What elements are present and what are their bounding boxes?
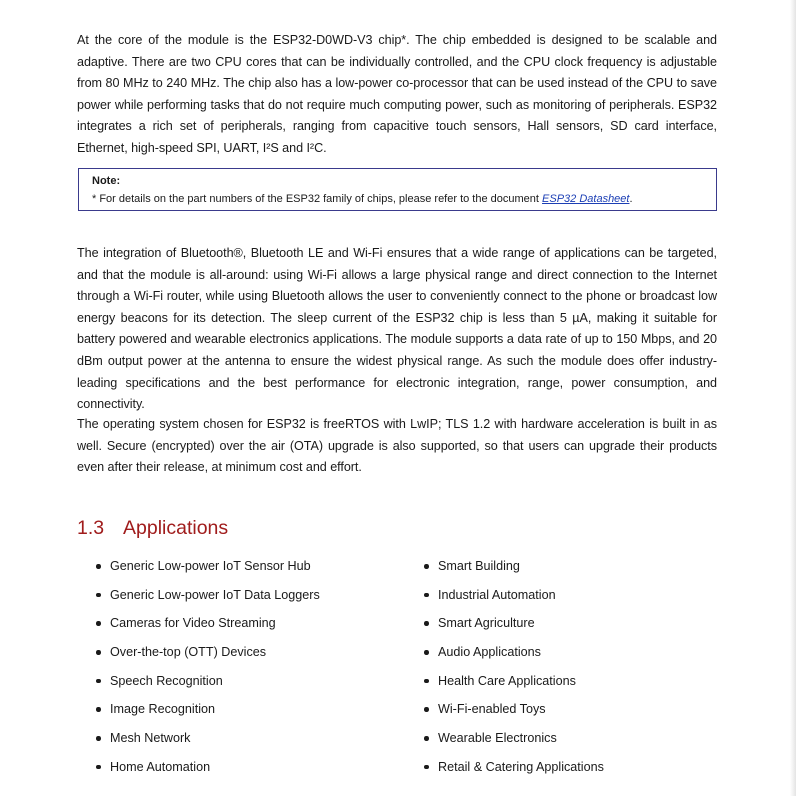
list-item-label: Speech Recognition: [110, 673, 223, 688]
applications-list-left: [96, 556, 320, 786]
applications-list-right: [424, 556, 604, 786]
bullet-icon: [96, 765, 101, 770]
os-paragraph: The operating system chosen for ESP32 is freeRTOS with LwIP; TLS 1.2 with hardware acceleration is built in as well. Secure (encrypted) over the air (OTA) upgrade is also supported, so that users can upgrade their products even after their release, at minimum cost and effort.: [77, 417, 717, 475]
bullet-icon: [424, 650, 429, 655]
list-item-label: Generic Low-power IoT Data Loggers: [110, 587, 320, 602]
bullet-icon: [96, 736, 101, 741]
list-item: [424, 585, 604, 614]
list-item: [96, 642, 320, 671]
bullet-icon: [96, 564, 101, 569]
list-item-label: Industrial Automation: [438, 587, 556, 602]
intro-paragraph: At the core of the module is the ESP32-D0WD-V3 chip*. The chip embedded is designed to be scalable and adaptive. There are two CPU cores that can be individually controlled, and the CPU clock frequency is adjustable from 80 MHz to 240 MHz. The chip also has a low-power co-processor that can be used instead of the CPU to save power while performing tasks that do not require much computing power, such as monitoring of peripherals. ESP32 integrates a rich set of peripherals, ranging from capacitive touch sensors, Hall sensors, SD card interface, Ethernet, high-speed SPI, UART, I²S and I²C.: [77, 33, 717, 155]
note-box: [78, 168, 717, 211]
note-body: * For details on the part numbers of the ESP32 family of chips, please refer to the document: [92, 193, 543, 205]
bullet-icon: [424, 736, 429, 741]
list-item-label: Cameras for Video Streaming: [110, 616, 276, 631]
list-item: [96, 728, 320, 757]
list-item: [424, 671, 604, 700]
list-item: [96, 556, 320, 585]
list-item-label: Image Recognition: [110, 702, 216, 717]
list-item-label: Health Care Applications: [438, 673, 576, 688]
bullet-icon: [424, 593, 429, 598]
list-item-label: Wearable Electronics: [438, 731, 557, 746]
page-edge-shadow: [790, 0, 796, 796]
list-item-label: Smart Building: [438, 559, 520, 573]
connectivity-paragraph: The integration of Bluetooth®, Bluetooth LE and Wi-Fi ensures that a wide range of applications can be targeted, and that the module is all-around: using Wi-Fi allows a large physical range and direct connection to the Internet through a Wi-Fi router, while using Bluetooth allows the user to conveniently connect to the phone or broadcast low energy beacons for its detection. The sleep current of the ESP32 chip is less than 5 µA, making it suitable for battery powered and wearable electronics applications. The module supports a data rate of up to 150 Mbps, and 20 dBm output power at the antenna to ensure the widest physical range. As such the module does offer industry-leading specifications and the best performance for electronic integration, range, power consumption, and connectivity.: [77, 246, 717, 412]
bullet-icon: [424, 765, 429, 770]
note-trailing: .: [629, 193, 633, 205]
list-item: [96, 699, 320, 728]
bullet-icon: [424, 621, 429, 626]
section-number: 1.3: [77, 517, 105, 539]
list-item: [96, 585, 320, 614]
list-item-label: Retail & Catering Applications: [438, 759, 604, 774]
list-item-label: Generic Low-power IoT Sensor Hub: [110, 559, 311, 573]
list-item-label: Smart Agriculture: [438, 616, 535, 631]
bullet-icon: [424, 707, 429, 712]
bullet-icon: [96, 679, 101, 684]
list-item: [424, 556, 604, 585]
note-text: [92, 192, 633, 206]
bullet-icon: [96, 621, 101, 626]
bullet-icon: [424, 679, 429, 684]
list-item-label: Over-the-top (OTT) Devices: [110, 645, 267, 660]
section-heading: [77, 515, 228, 541]
list-item-label: Audio Applications: [438, 645, 541, 660]
bullet-icon: [424, 564, 429, 569]
note-title: Note:: [92, 175, 121, 187]
list-item: [96, 613, 320, 642]
list-item-label: Home Automation: [110, 759, 211, 774]
bullet-icon: [96, 593, 101, 598]
list-item: [424, 728, 604, 757]
list-item: [424, 613, 604, 642]
section-title: Applications: [123, 517, 229, 539]
list-item: [424, 757, 604, 786]
list-item-label: Wi-Fi-enabled Toys: [438, 702, 546, 717]
list-item: [424, 642, 604, 671]
list-item-label: Mesh Network: [110, 731, 191, 746]
bullet-icon: [96, 707, 101, 712]
bullet-icon: [96, 650, 101, 655]
list-item: [96, 757, 320, 786]
list-item: [424, 699, 604, 728]
datasheet-link[interactable]: ESP32 Datasheet: [542, 193, 630, 205]
list-item: [96, 671, 320, 700]
